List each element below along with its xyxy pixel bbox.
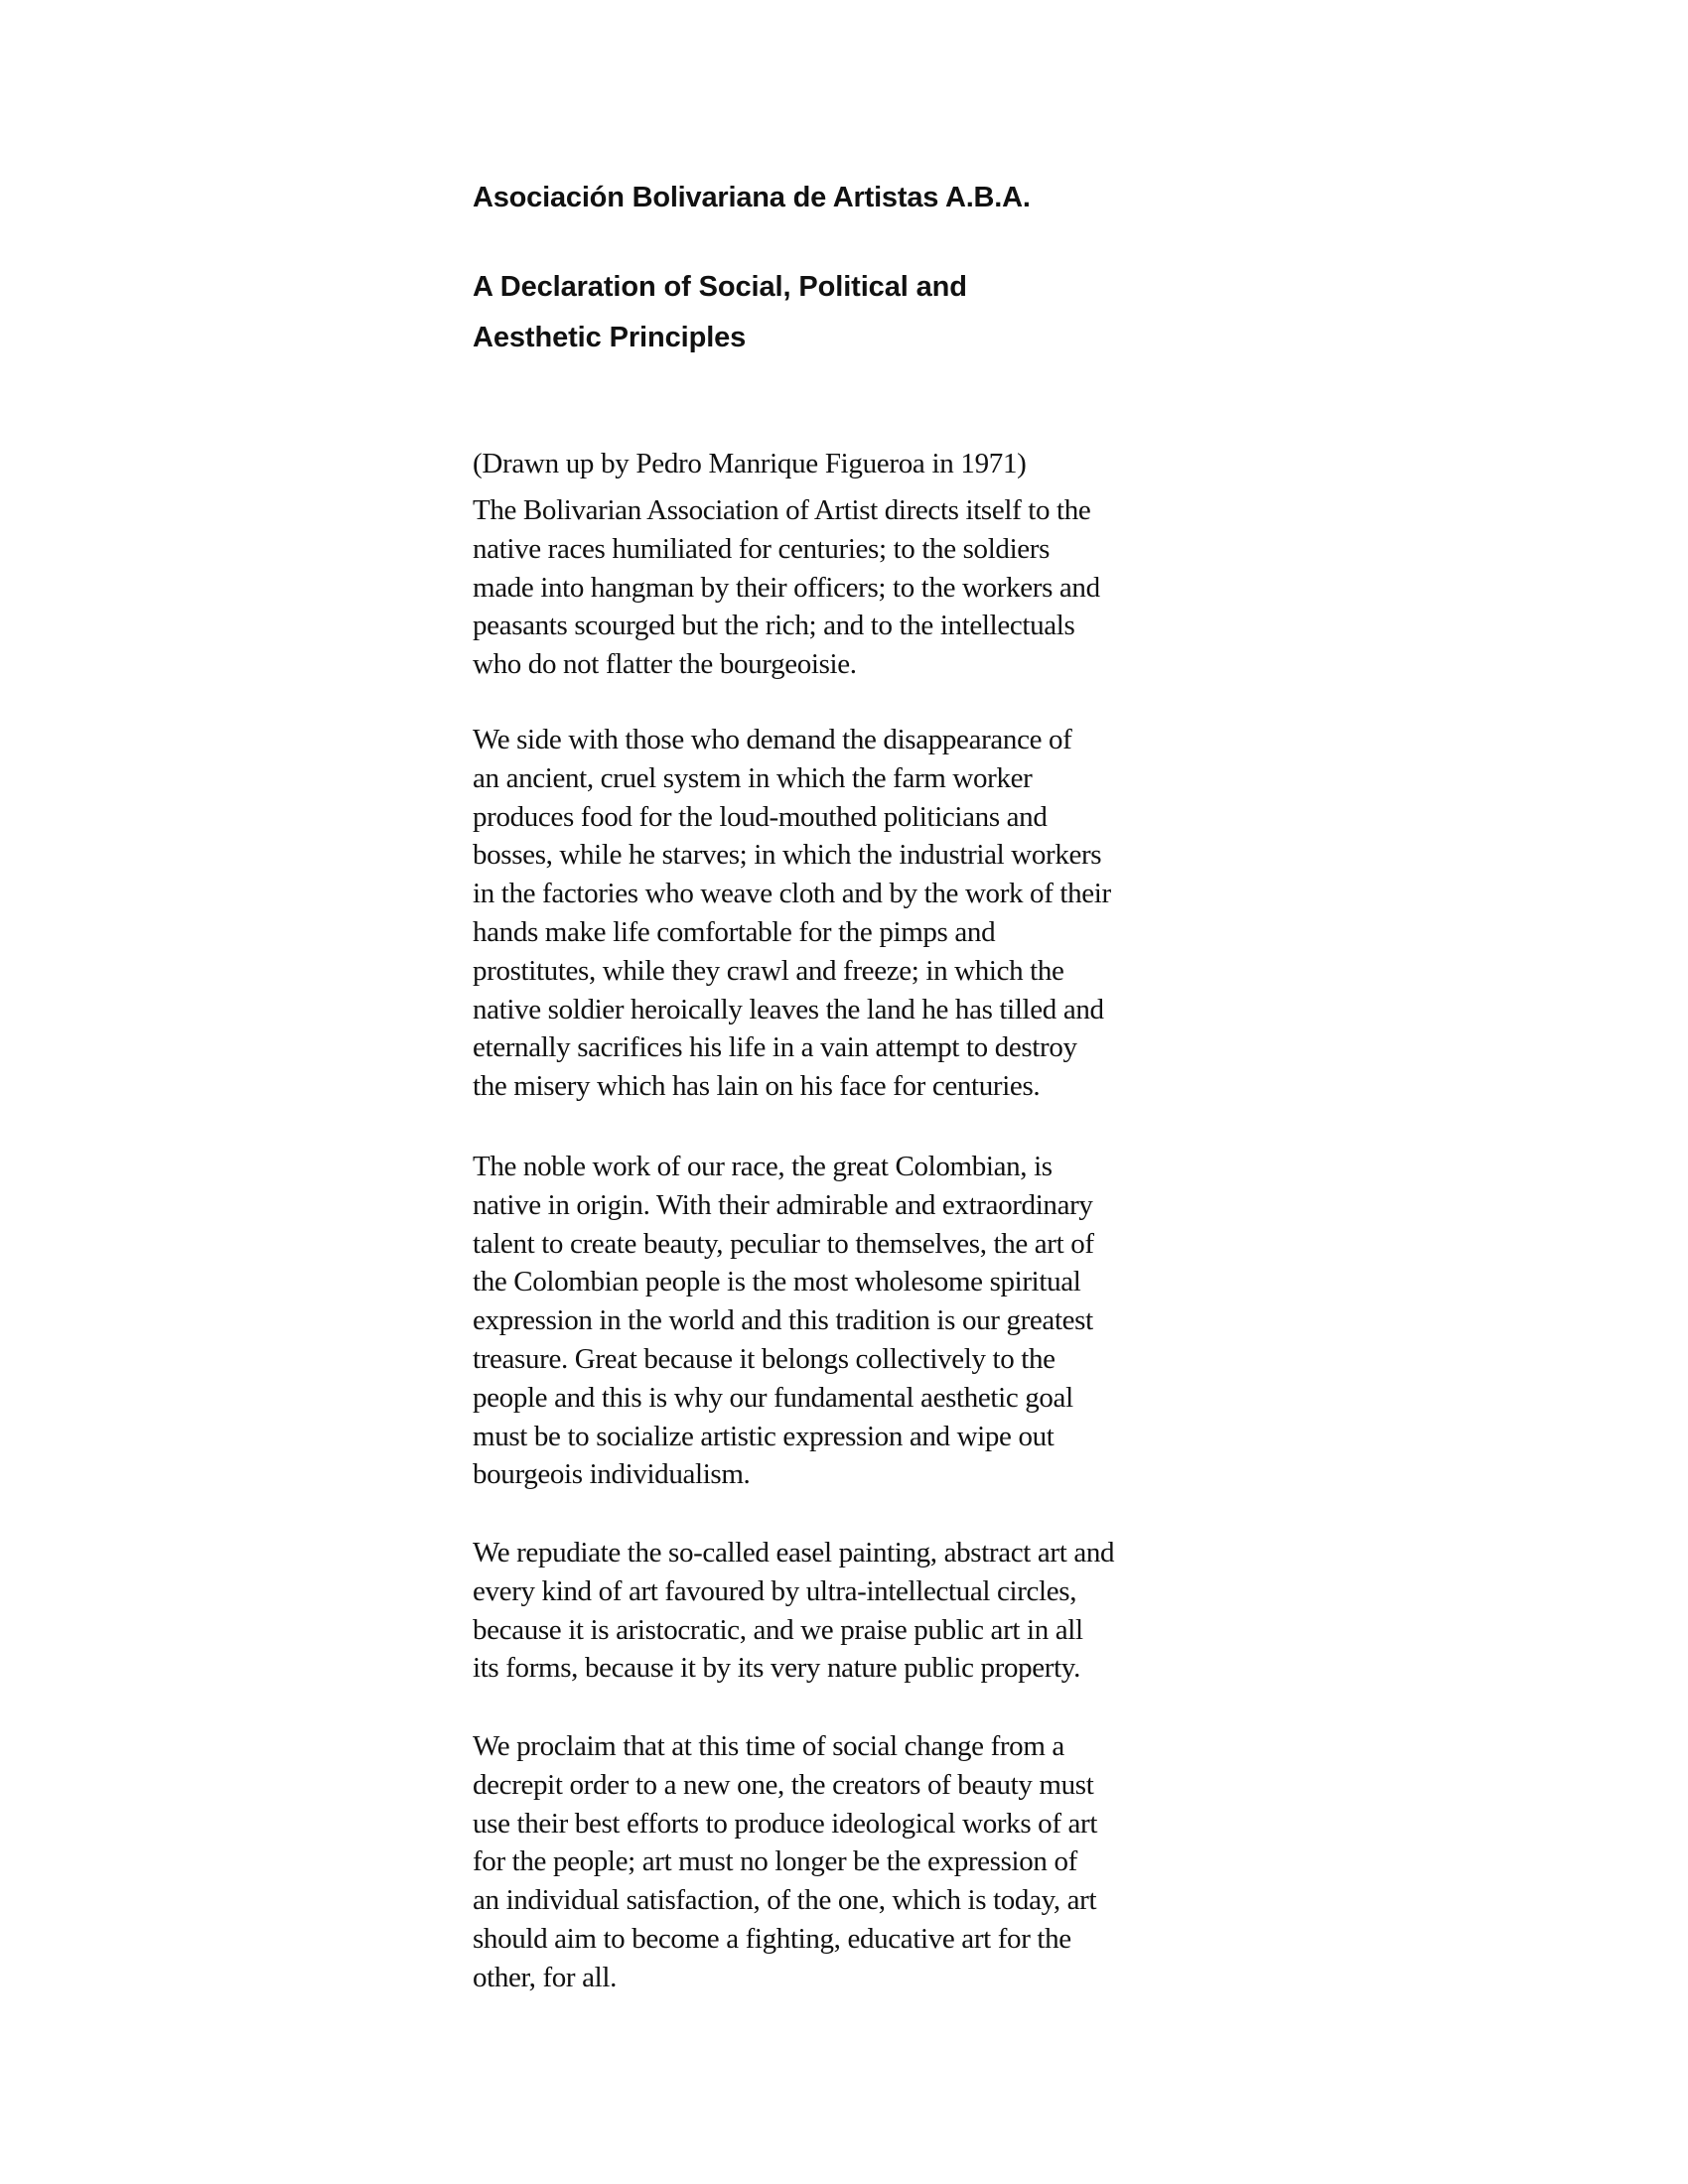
text-line: We repudiate the so-called easel painting, abstract art and — [473, 1537, 1115, 1569]
text-line: expression in the world and this tradition is our greatest — [473, 1304, 1093, 1337]
paragraph-5 — [473, 1727, 1267, 1997]
heading-line: Aesthetic Principles — [473, 322, 747, 353]
text-line: peasants scourged but the rich; and to the intellectuals — [473, 610, 1075, 642]
text-line: should aim to become a fighting, educative art for the — [473, 1922, 1071, 1955]
text-line: treasure. Great because it belongs collectively to the — [473, 1342, 1055, 1375]
paragraph-4 — [473, 1534, 1267, 1688]
text-line: native in origin. With their admirable and extraordinary — [473, 1188, 1093, 1221]
paragraph-3 — [473, 1148, 1267, 1494]
text-line: The noble work of our race, the great Colombian, is — [473, 1151, 1053, 1182]
authorship-note: (Drawn up by Pedro Manrique Figueroa in 1971) — [473, 448, 1027, 479]
text-line: native soldier heroically leaves the land he has tilled and — [473, 993, 1104, 1025]
text-line: bosses, while he starves; in which the industrial workers — [473, 839, 1102, 872]
text-line: must be to socialize artistic expression and wipe out — [473, 1420, 1055, 1452]
text-line: because it is aristocratic, and we praise public art in all — [473, 1613, 1083, 1646]
text-line: who do not flatter the bourgeoisie. — [473, 648, 857, 681]
text-line: hands make life comfortable for the pimps and — [473, 915, 996, 948]
text-line: We side with those who demand the disappearance of — [473, 724, 1072, 755]
text-line: native races humiliated for centuries; to the soldiers — [473, 532, 1051, 565]
declaration-heading — [473, 262, 1267, 363]
text-line: decrepit order to a new one, the creators of beauty must — [473, 1768, 1094, 1801]
text-line: every kind of art favoured by ultra-intellectual circles, — [473, 1574, 1077, 1607]
organization-title: Asociación Bolivariana de Artistas A.B.A. — [473, 182, 1031, 213]
text-line: prostitutes, while they crawl and freeze; in which the — [473, 954, 1064, 987]
text-line: the misery which has lain on his face for centuries. — [473, 1070, 1041, 1103]
text-line: produces food for the loud-mouthed politicians and — [473, 800, 1048, 833]
text-line: its forms, because it by its very nature public property. — [473, 1652, 1080, 1685]
paragraph-2 — [473, 721, 1267, 1106]
text-line: for the people; art must no longer be the expression of — [473, 1845, 1077, 1878]
text-line: eternally sacrifices his life in a vain attempt to destroy — [473, 1031, 1077, 1064]
paragraph-1 — [473, 491, 1267, 684]
text-line: use their best efforts to produce ideological works of art — [473, 1807, 1098, 1840]
text-line: an ancient, cruel system in which the farm worker — [473, 761, 1033, 794]
text-line: people and this is why our fundamental aesthetic goal — [473, 1381, 1073, 1414]
text-line: in the factories who weave cloth and by the work of their — [473, 878, 1111, 910]
text-line: bourgeois individualism. — [473, 1458, 751, 1491]
text-line: made into hangman by their officers; to the workers and — [473, 571, 1100, 604]
heading-line: A Declaration of Social, Political and — [473, 271, 967, 303]
text-line: the Colombian people is the most wholesome spiritual — [473, 1266, 1081, 1298]
text-line: The Bolivarian Association of Artist directs itself to the — [473, 494, 1091, 526]
text-line: an individual satisfaction, of the one, which is today, art — [473, 1884, 1097, 1917]
text-line: We proclaim that at this time of social change from a — [473, 1730, 1064, 1762]
text-line: talent to create beauty, peculiar to themselves, the art of — [473, 1227, 1094, 1260]
text-line: other, for all. — [473, 1961, 617, 1993]
